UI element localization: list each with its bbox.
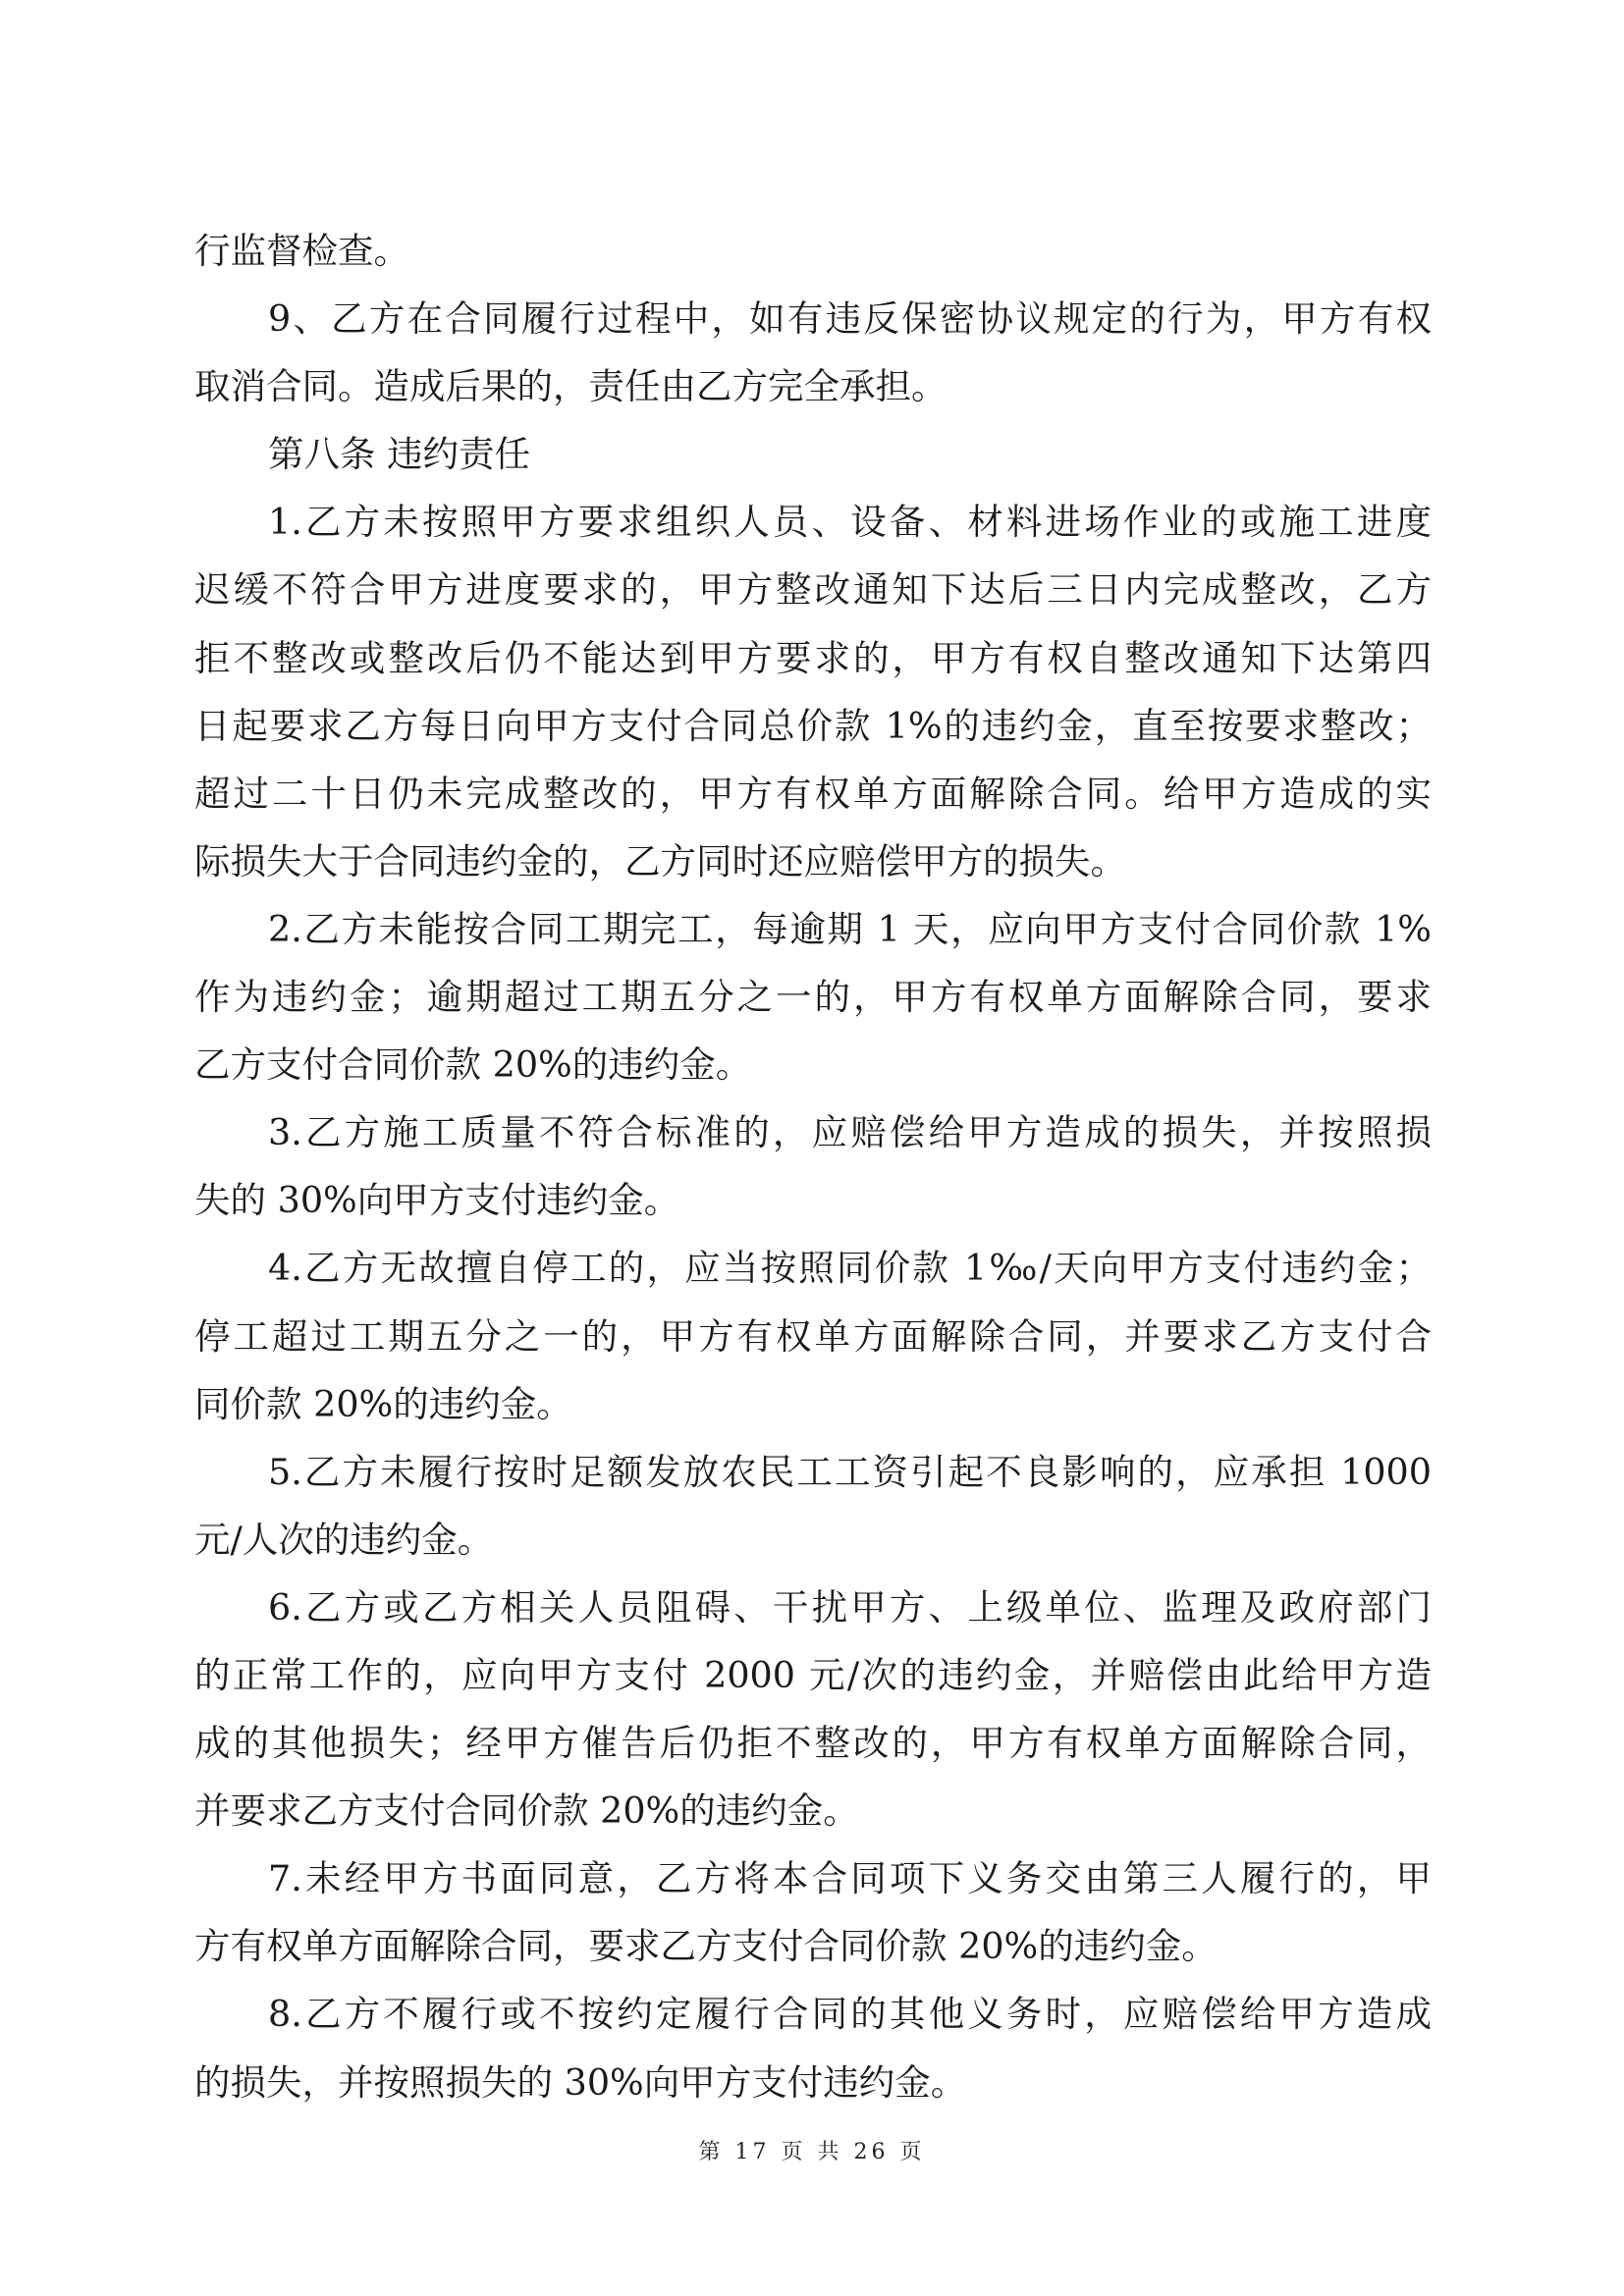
- text-line: 9、乙方在合同履行过程中，如有违反保密协议规定的行为，甲方有权: [268, 297, 1432, 341]
- paragraph: [194, 1438, 1432, 1574]
- text-line: 迟缓不符合甲方进度要求的，甲方整改通知下达后三日内完成整改，乙方: [194, 568, 1432, 612]
- text-line: 3.乙方施工质量不符合标准的，应赔偿给甲方造成的损失，并按照损: [268, 1111, 1432, 1154]
- text-line: 2.乙方未能按合同工期完工，每逾期 1 天，应向甲方支付合同价款 1%: [268, 907, 1432, 950]
- text-line: 8.乙方不履行或不按约定履行合同的其他义务时，应赔偿给甲方造成: [268, 1993, 1432, 2036]
- text-line: 超过二十日仍未完成整改的，甲方有权单方面解除合同。给甲方造成的实: [194, 772, 1432, 815]
- text-line: 的损失，并按照损失的 30%向甲方支付违约金。: [194, 2060, 967, 2104]
- text-line: 成的其他损失；经甲方催告后仍拒不整改的，甲方有权单方面解除合同，: [194, 1722, 1432, 1765]
- paragraph: [194, 1844, 1432, 1980]
- text-line: 元/人次的违约金。: [194, 1518, 494, 1561]
- text-line: 6.乙方或乙方相关人员阻碍、干扰甲方、上级单位、监理及政府部门: [268, 1585, 1432, 1629]
- text-line: 失的 30%向甲方支付违约金。: [194, 1179, 680, 1222]
- document-body: [194, 217, 1432, 2116]
- paragraph: [194, 1098, 1432, 1234]
- text-line: 5.乙方未履行按时足额发放农民工工资引起不良影响的，应承担 1000: [268, 1450, 1432, 1493]
- text-line: 同价款 20%的违约金。: [194, 1382, 572, 1425]
- paragraph: [194, 895, 1432, 1098]
- text-line: 作为违约金；逾期超过工期五分之一的，甲方有权单方面解除合同，要求: [194, 976, 1432, 1019]
- text-line: 1.乙方未按照甲方要求组织人员、设备、材料进场作业的或施工进度: [268, 501, 1432, 544]
- text-line: 取消合同。造成后果的，责任由乙方完全承担。: [194, 365, 947, 408]
- paragraph: [194, 1234, 1432, 1437]
- text-line: 并要求乙方支付合同价款 20%的违约金。: [194, 1789, 859, 1833]
- text-line: 第八条 违约责任: [268, 433, 531, 476]
- text-line: 日起要求乙方每日向甲方支付合同总价款 1%的违约金，直至按要求整改；: [194, 704, 1432, 747]
- paragraph: [194, 217, 1432, 285]
- page-number-footer: 第 17 页 共 26 页: [698, 2140, 926, 2164]
- section-heading: [194, 420, 1432, 488]
- text-line: 的正常工作的，应向甲方支付 2000 元/次的违约金，并赔偿由此给甲方造: [194, 1653, 1432, 1696]
- text-line: 停工超过工期五分之一的，甲方有权单方面解除合同，并要求乙方支付合: [194, 1314, 1432, 1358]
- paragraph: [194, 1574, 1432, 1844]
- text-line: 7.未经甲方书面同意，乙方将本合同项下义务交由第三人履行的，甲: [268, 1857, 1432, 1900]
- text-line: 方有权单方面解除合同，要求乙方支付合同价款 20%的违约金。: [194, 1925, 1218, 1968]
- paragraph: [194, 488, 1432, 895]
- text-line: 4.乙方无故擅自停工的，应当按照同价款 1‰/天向甲方支付违约金；: [268, 1247, 1432, 1290]
- text-line: 乙方支付合同价款 20%的违约金。: [194, 1043, 752, 1087]
- text-line: 行监督检查。: [194, 230, 409, 272]
- text-line: 际损失大于合同违约金的，乙方同时还应赔偿甲方的损失。: [194, 839, 1126, 882]
- paragraph: [194, 285, 1432, 420]
- paragraph: [194, 1980, 1432, 2115]
- text-line: 拒不整改或整改后仍不能达到甲方要求的，甲方有权自整改通知下达第四: [194, 636, 1432, 679]
